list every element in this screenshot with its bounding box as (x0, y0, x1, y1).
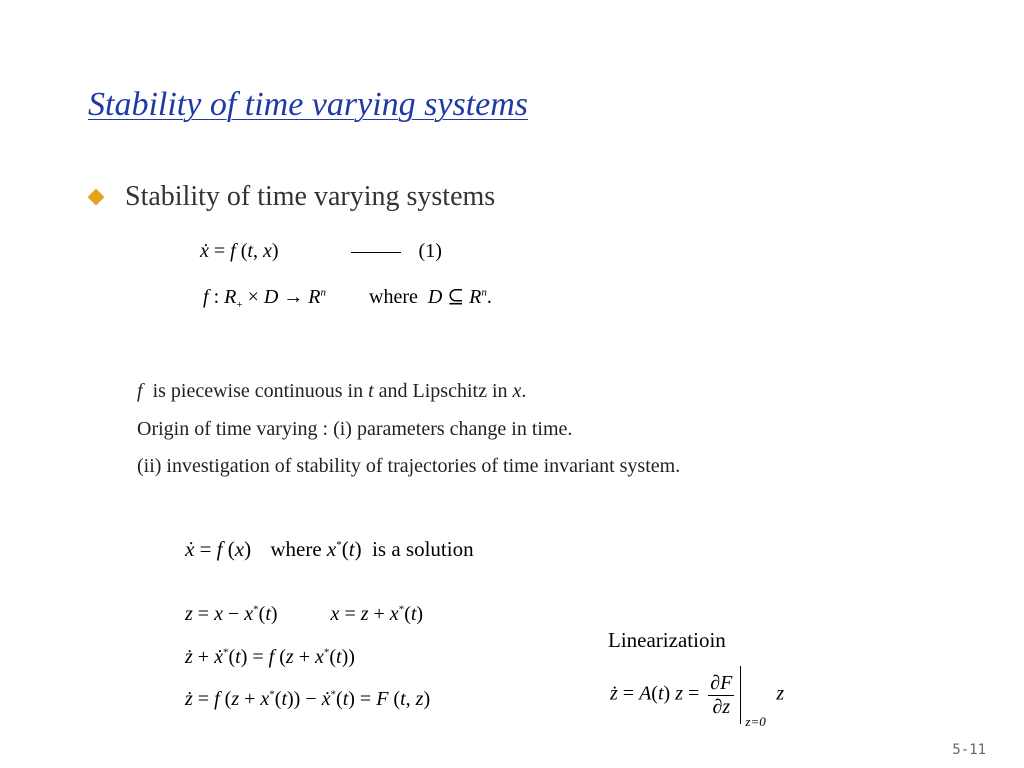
equation-transformed: ż = f (z + x*(t)) − ẋ*(t) = F (t, z) (185, 688, 431, 710)
text-line-1-b: and Lipschitz in (378, 380, 508, 402)
equation-domain: f : $R_+ \times D \to R^n$ where D ⊆ $R^n$. (203, 286, 492, 311)
equation-change-var: z = x − x*(t) x = z + x*(t) (185, 603, 424, 625)
page-title: Stability of time varying systems (88, 86, 529, 123)
linearization-label: Linearizatioin (608, 628, 726, 652)
equation-derivative: ż + ẋ*(t) = f (z + x*(t)) (185, 646, 355, 668)
var-x: x (512, 380, 522, 402)
page-number: 5-11 (952, 742, 986, 758)
bullet-heading: Stability of time varying systems (125, 181, 496, 212)
equation-autonomous: ẋ = f (x) where x*(t) is a solution (185, 537, 474, 561)
equation-number: (1) (418, 240, 442, 262)
equation-linearization: ż = A(t) z = $\frac{\partial F}{\partial z}$ z=0 z (610, 666, 784, 724)
text-line-3: (ii) investigation of stability of trajectories of time invariant system. (137, 455, 681, 477)
where-word-2: where (270, 537, 322, 561)
text-line-2: Origin of time varying : (i) parameters change in time. (137, 418, 573, 440)
where-word: where (369, 286, 418, 308)
partial-fraction: $\frac{\partial F}{\partial z}$ (710, 671, 733, 718)
text-line-1-a: is piecewise continuous in (152, 380, 364, 402)
diamond-bullet-icon (88, 189, 105, 206)
var-f: f (137, 380, 143, 402)
text-line-1 (137, 380, 526, 403)
var-t: t (368, 380, 374, 402)
equation-1: ẋ = f (t, x) (1) (200, 240, 442, 262)
text-line-1-end: . (521, 380, 527, 402)
equation-dash (351, 252, 401, 253)
evaluation-subscript: z=0 (745, 714, 766, 729)
solution-text: is a solution (372, 537, 474, 561)
evaluation-bar (740, 666, 771, 729)
